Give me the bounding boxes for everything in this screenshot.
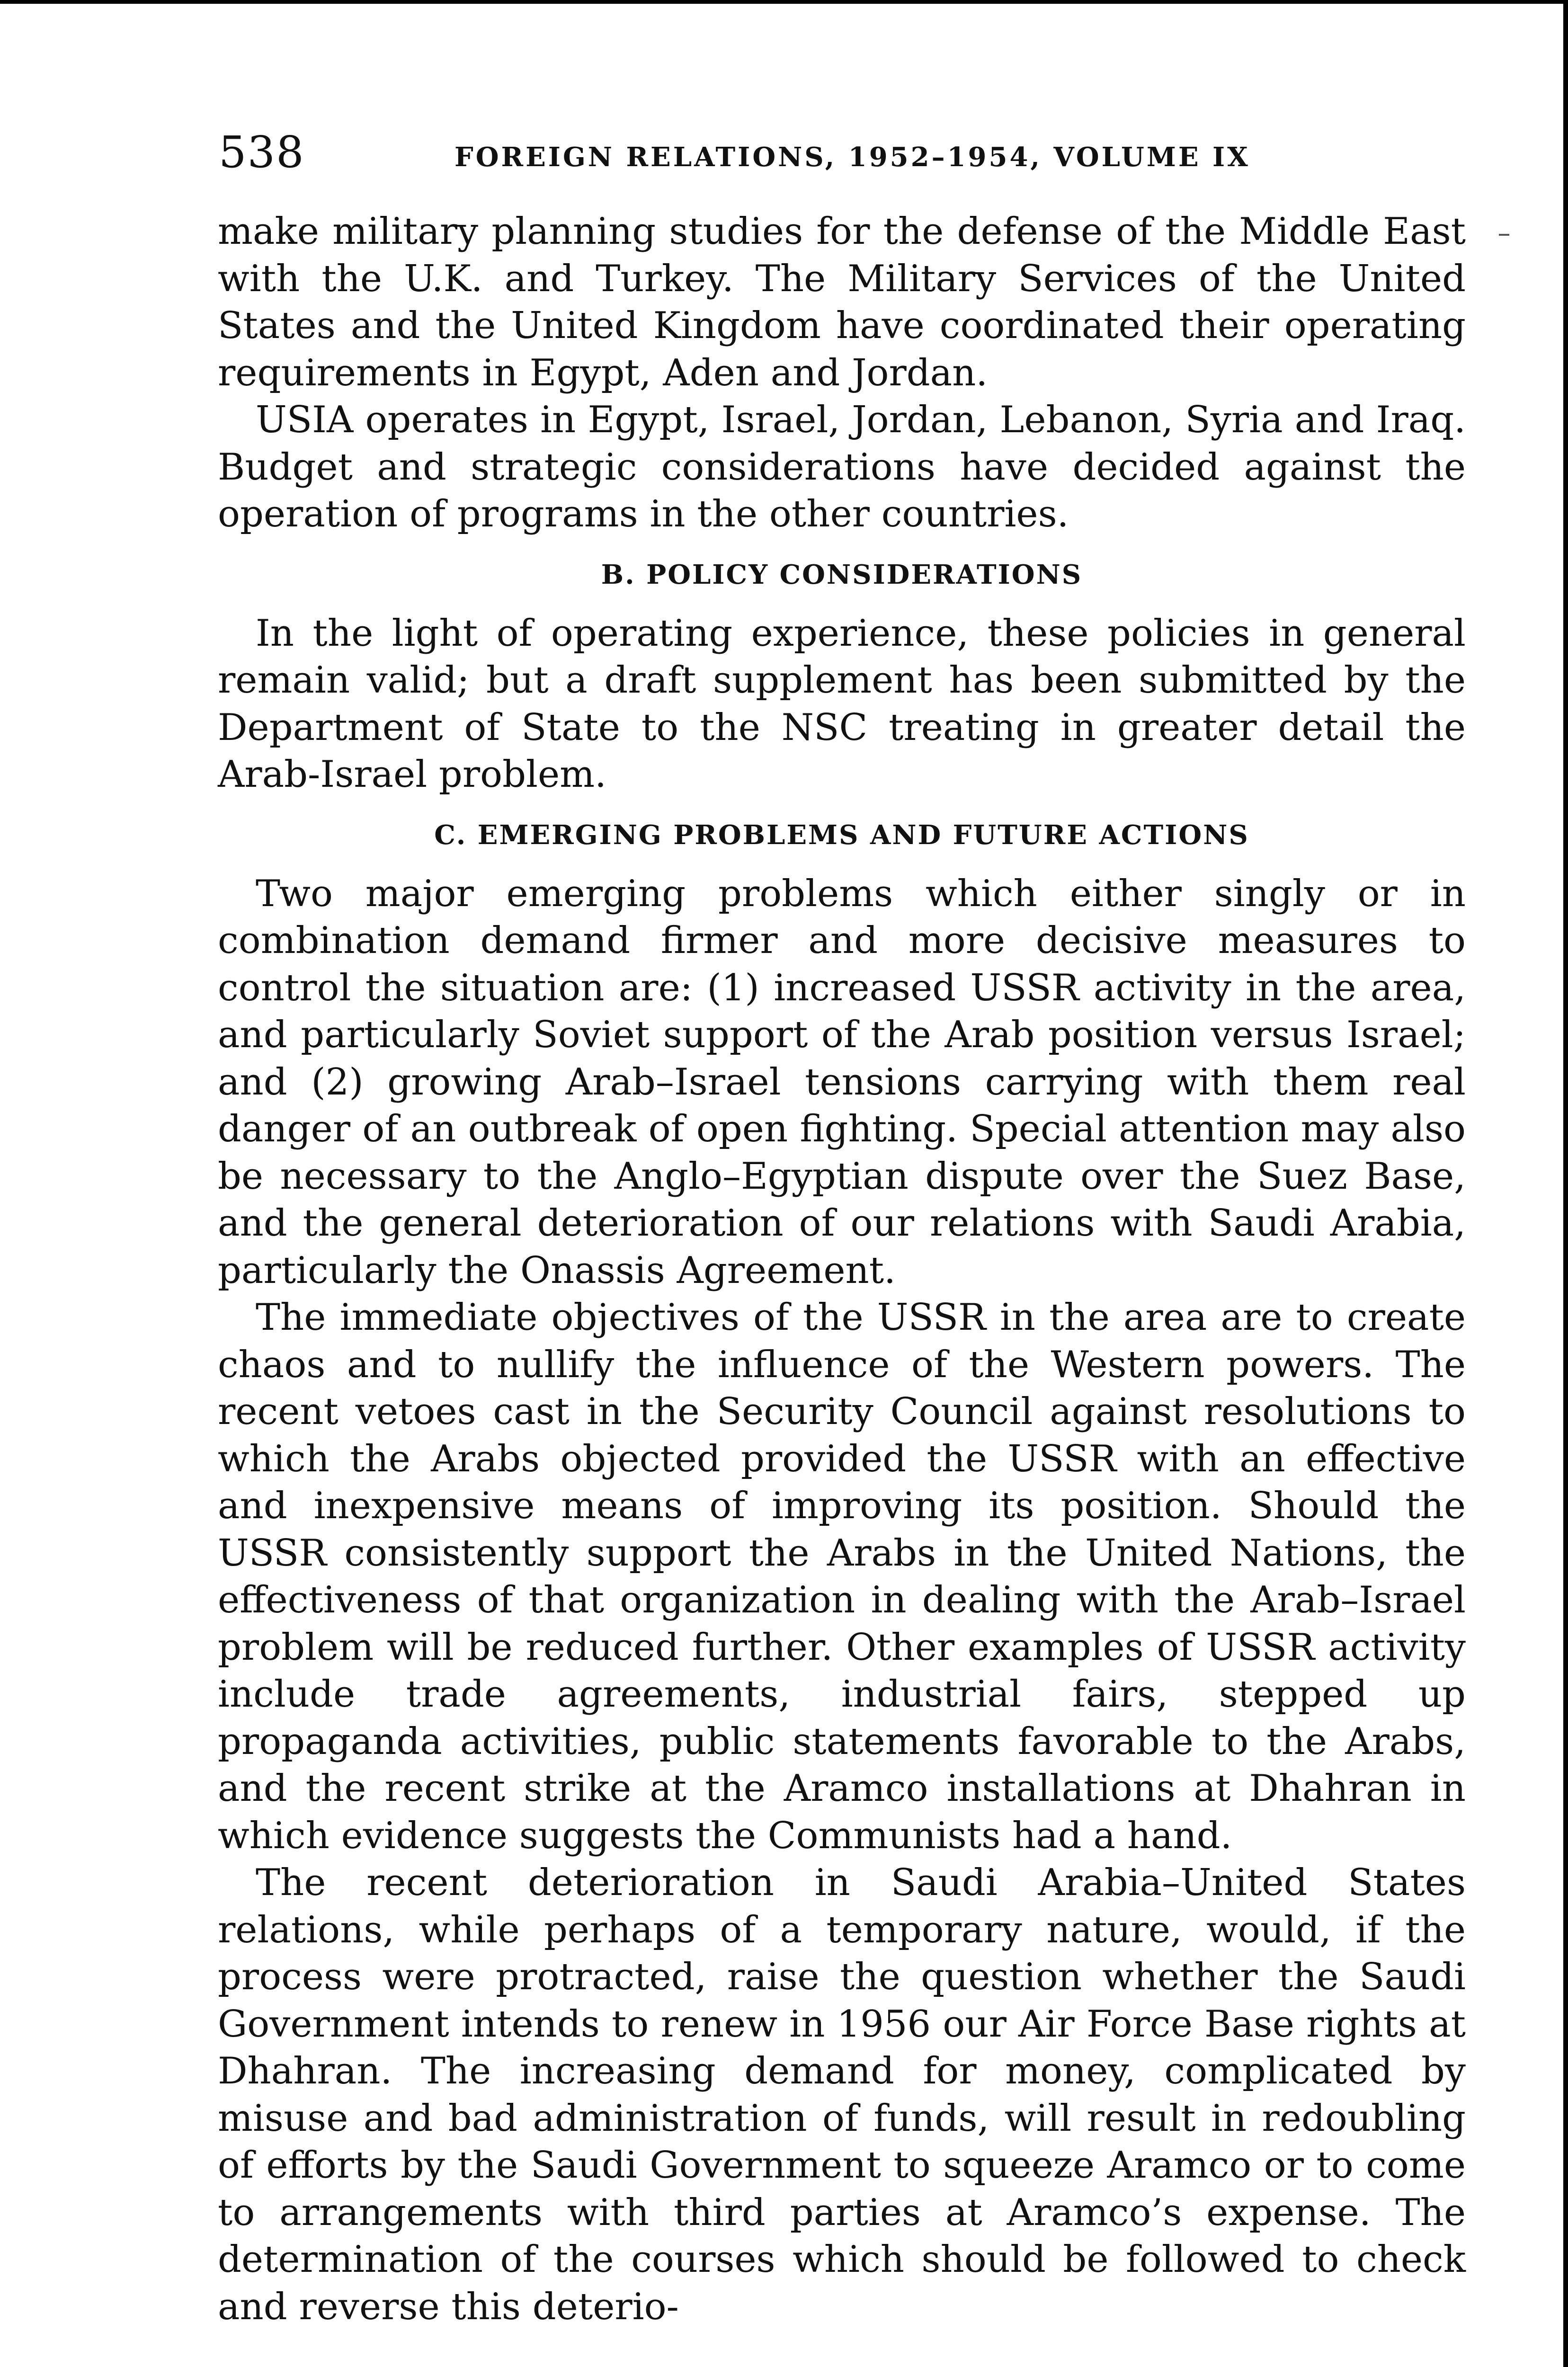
running-title: FOREIGN RELATIONS, 1952–1954, VOLUME IX: [454, 142, 1250, 173]
section-heading-emerging: C. EMERGING PROBLEMS AND FUTURE ACTIONS: [434, 819, 1249, 851]
paragraph-policy: In the light of operating experience, these policies in general remain valid; but a draft supplement has been submitted by the Department of State to the NSC treating in greater detail the Arab-Israel problem.: [218, 612, 1466, 796]
scan-border-right: [1563, 0, 1568, 2367]
margin-mark: [1499, 234, 1509, 236]
body-text: [218, 208, 1466, 2331]
running-head: [219, 124, 1464, 181]
section-heading-policy: B. POLICY CONSIDERATIONS: [601, 559, 1083, 590]
paragraph-emerging-problems: Two major emerging problems which either singly or in combination demand firmer and more decisive measures to control the situation are: (1) increased USSR activity in the area, and particularly Soviet support of the Arab position versus Israel; and (2) growing Arab–Israel tensions carrying with them real danger of an outbreak of open fighting. Special attention may also be necessary to the Anglo–Egyptian dispute over the Suez Base, and the general deterioration of our relations with Saudi Arabia, particularly the Onassis Agreement.: [218, 872, 1466, 1292]
page-number: 538: [219, 127, 305, 178]
paragraph-usia: USIA operates in Egypt, Israel, Jordan, Lebanon, Syria and Iraq. Budget and strategic considerations have decided against the operation of programs in the other countries.: [218, 399, 1466, 535]
paragraph-continuation: make military planning studies for the defense of the Middle East with the U.K. and Turkey. The Military Services of the United States and the United Kingdom have coordinated their operating requirements in Egypt, Aden and Jordan.: [218, 210, 1466, 394]
scan-border-top: [0, 0, 1568, 4]
paragraph-ussr-objectives: The immediate objectives of the USSR in the area are to create chaos and to nullify the influence of the Western powers. The recent vetoes cast in the Security Council against resolutions to which the Arabs objected provided the USSR with an effective and inexpensive means of improving its position. Should the USSR consistently support the Arabs in the United Nations, the effectiveness of that organization in dealing with the Arab–Israel problem will be reduced further. Other examples of USSR activity include trade agreements, industrial fairs, stepped up propaganda activities, public statements favorable to the Arabs, and the recent strike at the Aramco installations at Dhahran in which evidence suggests the Communists had a hand.: [218, 1296, 1466, 1857]
paragraph-saudi-relations: The recent deterioration in Saudi Arabia–United States relations, while perhaps of a temporary nature, would, if the process were protracted, raise the question whether the Saudi Government intends to renew in 1956 our Air Force Base rights at Dhahran. The increasing demand for money, complicated by misuse and bad administration of funds, will result in redoubling of efforts by the Saudi Government to squeeze Aramco or to come to arrangements with third parties at Aramco’s expense. The determination of the courses which should be followed to check and reverse this deterio-: [218, 1861, 1466, 2328]
